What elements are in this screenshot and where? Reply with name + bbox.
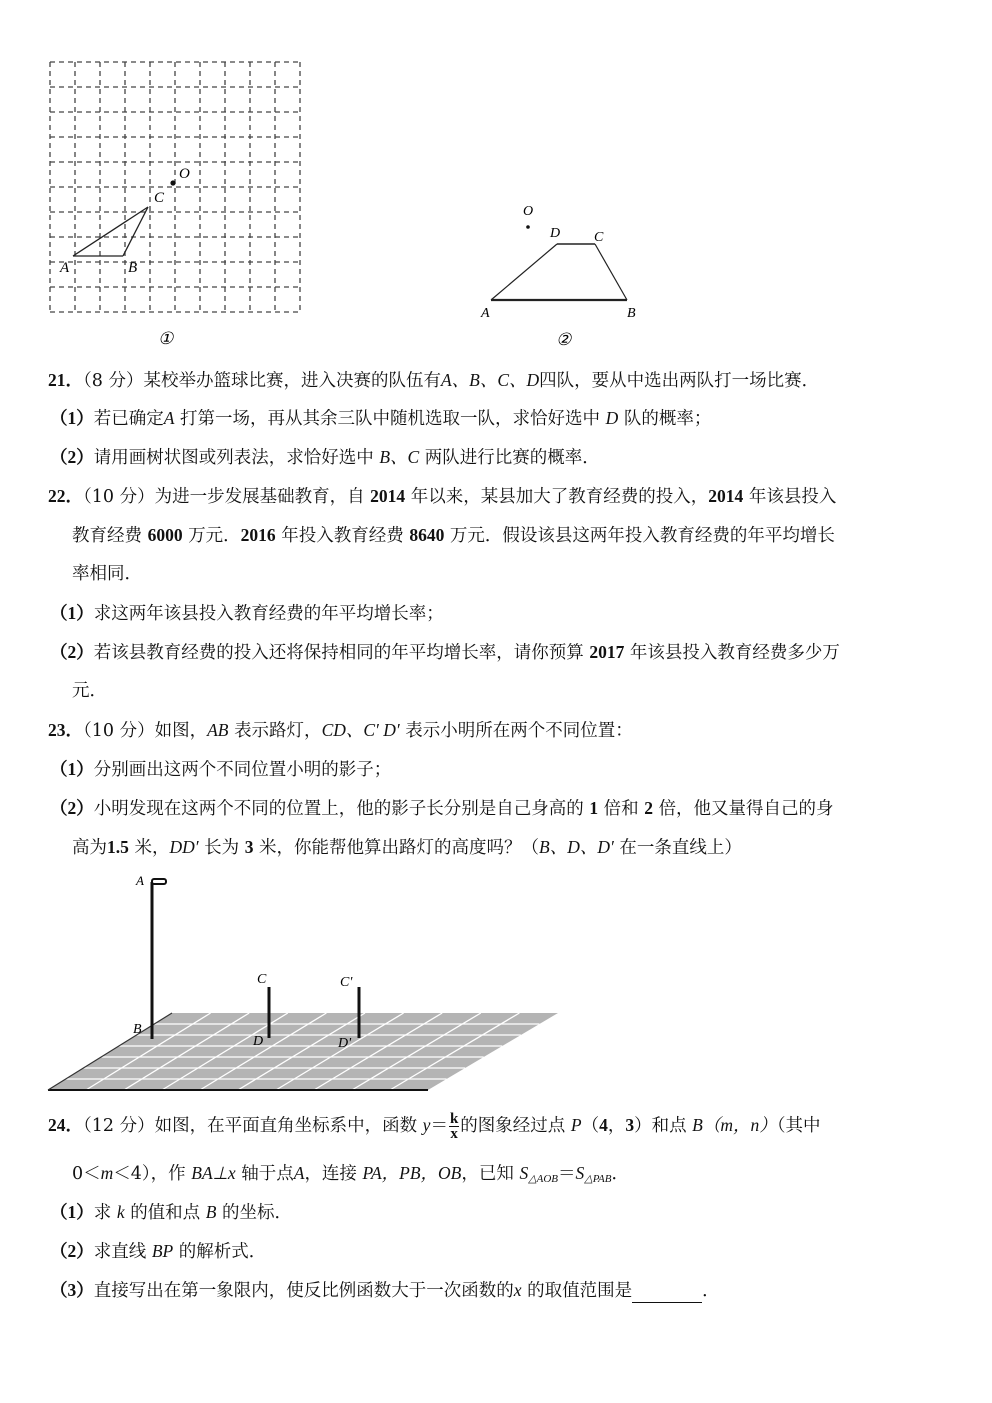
label-d: D	[550, 226, 561, 241]
q23-number: 23．	[48, 720, 83, 740]
q21-p1-number: （1）	[50, 408, 94, 428]
q22-p2-text-c: 元．	[72, 681, 107, 701]
figure-1-caption: ①	[158, 329, 174, 348]
q24-p1-text-b: 的值和点	[130, 1203, 201, 1223]
label-c: C	[257, 972, 267, 987]
q23-text-c: 表示小明所在两个不同位置：	[405, 721, 633, 741]
q23-value-1-5: 1.5	[107, 837, 129, 857]
label-c: C	[154, 190, 165, 206]
q24-p2-number: （2）	[50, 1241, 94, 1261]
label-b: B	[128, 260, 138, 276]
q23-stem	[48, 718, 633, 743]
q24-var-a: A	[293, 1163, 305, 1183]
q24-p-close: ）	[634, 1116, 652, 1136]
q22-number: 22．	[48, 486, 83, 506]
q23-value-1: 1	[589, 798, 599, 818]
q21-p1-var-a: A	[163, 408, 175, 428]
q23-score: （10 分）	[83, 721, 155, 741]
q23-p2-text: 小明发现在这两个不同的位置上，他的影子长分别是自己身高的	[93, 799, 584, 819]
q24-equals-2: ＝	[558, 1164, 576, 1184]
q24-var-ba: BA⊥x	[191, 1163, 236, 1183]
q21-part-2	[50, 445, 600, 470]
q24-part-3	[50, 1278, 720, 1303]
q21-p1-text-b: 打第一场，再从其余三队中随机选取一队，求恰好选中	[180, 409, 601, 429]
q23-p2-text-c: 倍，他又量得自己的身	[658, 799, 834, 819]
q21-score: （8 分）	[83, 371, 144, 391]
q24-s1-sub: △AOB	[528, 1173, 559, 1185]
q21-p1-text: 若已确定	[93, 409, 164, 429]
q23-text-f: 长为	[204, 838, 240, 858]
q24-part-2	[50, 1239, 266, 1264]
q23-text-e: 米，	[134, 838, 170, 858]
q23-p2-number: （2）	[50, 798, 94, 818]
q23-value-3: 3	[244, 837, 254, 857]
q24-var-m: m	[100, 1163, 114, 1183]
q23-text-g: 米，你能帮他算出路灯的高度吗？（	[259, 838, 540, 858]
q24-number: 24．	[48, 1115, 83, 1135]
q22-year-2014b: 2014	[708, 486, 744, 506]
q21-p2-text-b: 两队进行比赛的概率．	[424, 448, 600, 468]
q24-p-y: 3	[625, 1115, 635, 1135]
q22-p2-number: （2）	[50, 642, 94, 662]
q24-var-p: P	[570, 1115, 582, 1135]
grid-lines	[50, 62, 300, 312]
q24-text-b: 的图象经过点	[460, 1116, 566, 1136]
q24-p3-text: 直接写出在第一象限内，使反比例函数大于一次函数的	[93, 1281, 514, 1301]
q24-text-a: 如图，在平面直角坐标系中，函数	[154, 1116, 418, 1136]
q24-p2-text-b: 的解析式．	[178, 1242, 267, 1262]
figure-2-caption: ②	[556, 330, 572, 349]
label-a: A	[481, 306, 490, 321]
fraction-numerator: k	[449, 1111, 459, 1127]
point-o	[170, 180, 175, 185]
q24-b-coord: （m，n）	[702, 1115, 777, 1135]
q22-score: （10 分）	[83, 487, 155, 507]
figure-1-grid-triangle	[48, 60, 308, 350]
label-d: D	[253, 1034, 264, 1049]
q22-p1-text: 求这两年该县投入教育经费的年平均增长率；	[93, 604, 444, 624]
q21-stem	[48, 368, 819, 393]
q24-text-h: ，连接	[304, 1164, 357, 1184]
q21-p2-text: 请用画树状图或列表法，求恰好选中	[93, 448, 374, 468]
q21-text-b: 四队，要从中选出两队打一场比赛．	[539, 371, 820, 391]
q23-part-2	[50, 796, 834, 821]
q24-equals: ＝	[430, 1116, 448, 1136]
label-o: O	[179, 166, 190, 182]
label-b: B	[627, 306, 636, 321]
label-d-prime: D'	[338, 1036, 352, 1051]
q24-p2-var-bp: BP	[151, 1241, 174, 1261]
q23-p1-number: （1）	[50, 759, 94, 779]
fraction-denominator: x	[450, 1126, 458, 1142]
label-b: B	[133, 1022, 142, 1037]
q22-text-h: 率相同．	[72, 564, 142, 584]
q22-text-g: 万元．假设该县这两年投入教育经费的年平均增长	[449, 526, 835, 546]
label-c-prime: C'	[340, 975, 353, 990]
q21-text: 某校举办篮球比赛，进入决赛的队伍有	[143, 371, 441, 391]
q24-p-comma: ，	[607, 1116, 626, 1136]
q22-year-2017: 2017	[589, 642, 625, 662]
q23-var-ab: AB	[207, 720, 229, 740]
q24-var-y: y	[422, 1115, 431, 1135]
q24-part-1	[50, 1200, 292, 1225]
q23-p1-text: 分别画出这两个不同位置小明的影子；	[93, 760, 392, 780]
label-a: A	[136, 873, 144, 888]
q24-p1-var-b: B	[205, 1202, 217, 1222]
q21-part-1	[50, 406, 711, 431]
q22-text-f: 年投入教育经费	[281, 526, 404, 546]
q24-text-c: 和点	[651, 1116, 687, 1136]
q24-p1-text-c: 的坐标．	[222, 1203, 293, 1223]
q24-s2-sub: △PAB	[584, 1173, 612, 1185]
q22-part-2	[50, 640, 840, 665]
q21-p2-number: （2）	[50, 447, 94, 467]
q24-stem-line-2	[72, 1161, 629, 1191]
q24-score: （12 分）	[83, 1116, 155, 1136]
q21-number: 21．	[48, 370, 83, 390]
q22-stem-line-2	[72, 523, 835, 548]
q24-p1-var-k: k	[116, 1202, 125, 1222]
figure-2-trapezoid	[470, 195, 660, 355]
q21-teams: A、B、C、D	[440, 370, 540, 390]
q24-var-lines: PA，PB，OB	[362, 1163, 462, 1183]
q22-stem-line-1	[48, 484, 836, 509]
triangle-abc	[73, 207, 148, 256]
q22-p2-text: 若该县教育经费的投入还将保持相同的年平均增长率，请你预算	[93, 643, 584, 663]
q24-p1-text: 求	[93, 1203, 112, 1223]
label-a: A	[60, 260, 70, 276]
q24-text-j: ．	[611, 1164, 629, 1184]
trapezoid-abcd	[491, 244, 627, 300]
q22-stem-line-3	[72, 562, 142, 586]
q24-text-i: ，已知	[461, 1164, 514, 1184]
q23-part-1	[50, 757, 391, 782]
label-o: O	[523, 204, 534, 219]
q22-text-d: 教育经费	[72, 526, 142, 546]
q24-s2: S	[575, 1163, 585, 1183]
q24-p3-var-x: x	[513, 1280, 522, 1300]
q22-year-2014a: 2014	[370, 486, 406, 506]
q23-value-2: 2	[644, 798, 653, 818]
q24-stem-line-1	[48, 1112, 821, 1141]
q22-p2-text-b: 年该县投入教育经费多少万	[629, 643, 840, 663]
q24-p-x: 4	[599, 1115, 608, 1135]
q22-text-e: 万元．	[188, 526, 241, 546]
q22-value-8640: 8640	[409, 525, 445, 545]
q22-part-1	[50, 601, 444, 626]
q24-s1: S	[519, 1163, 529, 1183]
q24-p1-number: （1）	[50, 1202, 94, 1222]
q23-var-bdd: B、D、D′	[539, 837, 614, 857]
point-o	[526, 225, 530, 229]
q22-p1-number: （1）	[50, 603, 94, 623]
q24-var-b: B	[692, 1115, 703, 1135]
q23-p2-text-b: 倍和	[603, 799, 639, 819]
q23-part-2-cont	[72, 835, 742, 860]
q24-text-e: 0＜	[72, 1164, 101, 1184]
q24-p3-number: （3）	[50, 1280, 94, 1300]
q22-part-2-cont	[72, 679, 107, 703]
q23-text-b: 表示路灯，	[234, 721, 322, 741]
q23-var-cd: CD、C′ D′	[321, 720, 400, 740]
q22-value-6000: 6000	[147, 525, 183, 545]
q24-text-d: （其中	[776, 1116, 821, 1136]
q24-fraction-k-over-x	[449, 1112, 459, 1141]
q23-text-d: 高为	[72, 838, 107, 858]
q24-p3-end: ．	[702, 1281, 720, 1301]
q22-text-b: 年以来，某县加大了教育经费的投入，	[410, 487, 709, 507]
q22-text-a: 为进一步发展基础教育，自	[154, 487, 365, 507]
lamp-head	[152, 879, 166, 884]
q23-text-a: 如图，	[154, 721, 208, 741]
q21-p1-var-d: D	[605, 408, 619, 428]
q24-text-f: ＜4），作	[113, 1164, 186, 1184]
q22-text-c: 年该县投入	[748, 487, 837, 507]
q23-var-dd: DD′	[169, 837, 199, 857]
q24-answer-blank[interactable]	[632, 1284, 702, 1303]
figure-3-street-lamp	[40, 865, 570, 1100]
q24-p3-text-b: 的取值范围是	[527, 1281, 633, 1301]
q24-p2-text: 求直线	[93, 1242, 147, 1262]
q24-text-g: 轴于点	[241, 1164, 294, 1184]
q21-p1-text-c: 队的概率；	[623, 409, 712, 429]
q22-year-2016: 2016	[240, 525, 276, 545]
q24-p-open: （	[581, 1116, 600, 1136]
label-c: C	[594, 230, 604, 245]
q21-p2-vars: B、C	[379, 447, 420, 467]
q23-text-h: 在一条直线上）	[619, 838, 742, 858]
